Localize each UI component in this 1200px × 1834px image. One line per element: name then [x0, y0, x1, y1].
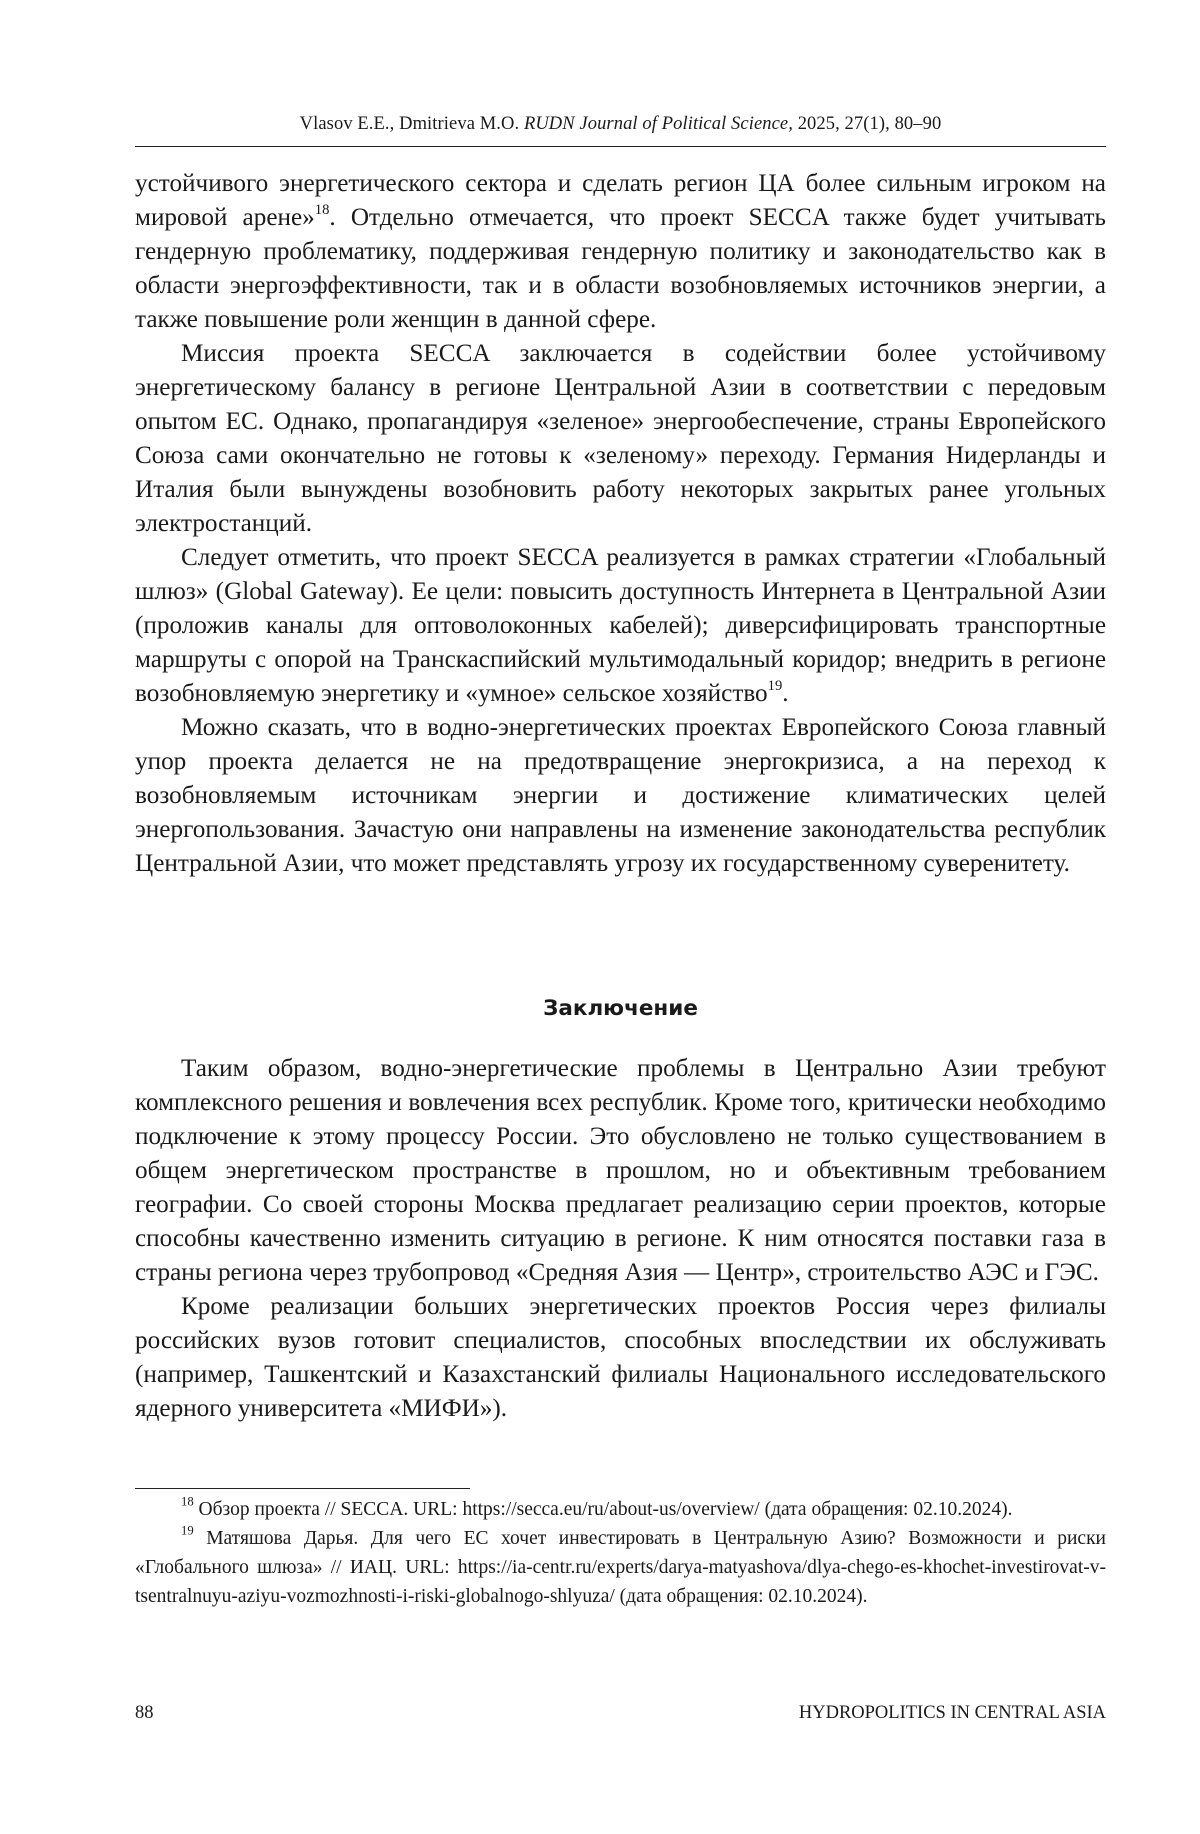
paragraph-3 — [135, 541, 1106, 711]
footnote-19 — [135, 1524, 1106, 1611]
footnote-ref-19[interactable]: 19 — [768, 678, 783, 694]
paragraph-2: Миссия проекта SECCA заключается в содействии более устойчивому энергетическому балансу в регионе Центральной Азии в соответствии с передовым опытом ЕС. Однако, пропагандируя «зеленое» энергообеспечение, страны Европейского Союза сами окончательно не готовы к «зеленому» переходу. Германия Нидерланды и Италия были вынуждены возобновить работу некоторых закрытых ранее угольных электростанций. — [135, 337, 1106, 541]
footnote-separator — [135, 1488, 470, 1489]
header-citation: 2025, 27(1), 80–90 — [798, 114, 942, 134]
footnote-ref-18[interactable]: 18 — [315, 202, 330, 218]
conclusion-paragraph-1: Таким образом, водно-энергетические проблемы в Центрально Азии требуют комплексного решения и вовлечения всех республик. Кроме того, критически необходимо подключение к этому процессу России. Это обусловлено не только существованием в общем энергетическом пространстве в прошлом, но и объективным требованием географии. Со своей стороны Москва предлагает реализацию серии проектов, которые способны качественно изменить ситуацию в регионе. К ним относятся поставки газа в страны региона через трубопровод «Средняя Азия — Центр», строительство АЭС и ГЭС. — [135, 1052, 1106, 1290]
body-text — [135, 167, 1106, 881]
conclusion-text — [135, 1052, 1106, 1426]
footnote-text: Обзор проекта // SECCA. URL: https://secca.eu/ru/about-us/overview/ (дата обращения: 02.10.2024). — [194, 1499, 1013, 1520]
footnotes — [135, 1495, 1106, 1611]
footnote-text: Матяшова Дарья. Для чего ЕС хочет инвестировать в Центральную Азию? Возможности и риски «Глобального шлюза» // ИАЦ. URL: https://ia-centr.ru/experts/darya-matyashova/dlya-chego-es-khochet-investirovat-v-tsentralnuyu-aziyu-vozmozhnosti-i-riski-globalnogo-shlyuza/ (дата обращения: 02.10.2024). — [135, 1528, 1106, 1607]
footnote-number: 18 — [181, 1495, 194, 1509]
paragraph-3-text: Следует отметить, что проект SECCA реализуется в рамках стратегии «Глобальный шлюз» (Global Gateway). Ее цели: повысить доступность Интернета в Центральной Азии (проложив каналы для оптоволоконных кабелей); диверсифицировать транспортные маршруты с опорой на Транскаспийский мультимодальный коридор; внедрить в регионе возобновляемую энергетику и «умное» сельское хозяйство — [135, 544, 1106, 707]
paragraph-4: Можно сказать, что в водно-энергетических проектах Европейского Союза главный упор проекта делается не на предотвращение энергокризиса, а на переход к возобновляемым источникам энергии и достижение климатических целей энергопользования. Зачастую они направлены на изменение законодательства республик Центральной Азии, что может представлять угрозу их государственному суверенитету. — [135, 711, 1106, 881]
paragraph-1-text-cont: . Отдельно отмечается, что проект SECCA также будет учитывать гендерную проблематику, поддерживая гендерную политику и законодательство как в области энергоэффективности, так и в области возобновляемых источников энергии, а также повышение роли женщин в данной сфере. — [135, 204, 1106, 333]
header-authors: Vlasov E.E., Dmitrieva M.O. — [300, 114, 520, 134]
footnote-number: 19 — [181, 1524, 194, 1538]
running-footer — [135, 1703, 1106, 1724]
footer-section: HYDROPOLITICS IN CENTRAL ASIA — [799, 1703, 1106, 1724]
header-journal: RUDN Journal of Political Science, — [524, 114, 793, 134]
running-header — [135, 114, 1106, 135]
conclusion-paragraph-2: Кроме реализации больших энергетических проектов Россия через филиалы российских вузов готовит специалистов, способных впоследствии их обслуживать (например, Ташкентский и Казахстанский филиалы Национального исследовательского ядерного университета «МИФИ»). — [135, 1290, 1106, 1426]
paragraph-1-text: устойчивого энергетического сектора и сделать регион ЦА более сильным игроком на мировой арене» — [135, 170, 1106, 231]
paragraph-1 — [135, 167, 1106, 337]
footnote-18 — [135, 1495, 1106, 1524]
page-number: 88 — [135, 1703, 154, 1724]
paragraph-3-text-cont: . — [782, 680, 788, 707]
section-heading: Заключение — [135, 994, 1106, 1024]
header-rule — [135, 146, 1106, 147]
